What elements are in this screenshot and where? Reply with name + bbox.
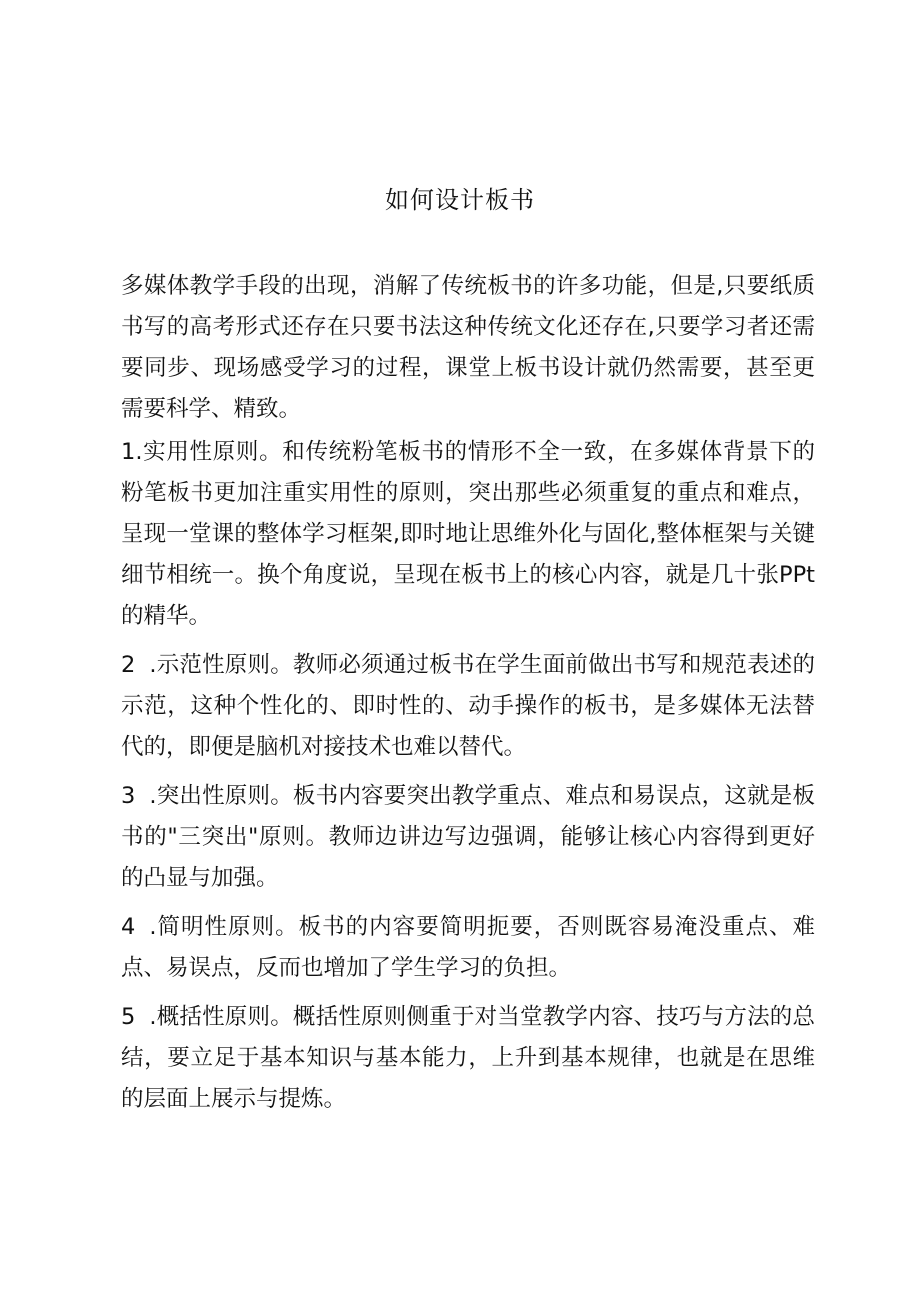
page-title: 如何设计板书 [385, 186, 535, 214]
principle-number: 2 [121, 652, 136, 678]
principle-number: 1. [121, 439, 143, 465]
principle-paragraph-2 [121, 645, 815, 768]
principle-paragraph-5 [121, 997, 815, 1120]
principle-number: 5 [121, 1004, 136, 1030]
principle-text: .简明性原则。板书的内容要简明扼要，否则既容易淹没重点、难点、易误点，反而也增加了学生学习的负担。 [121, 914, 815, 981]
principle-number: 3 [121, 783, 136, 809]
principle-paragraph-3 [121, 776, 815, 899]
intro-paragraph: 多媒体教学手段的出现，消解了传统板书的许多功能，但是,只要纸质书写的高考形式还存在只要书法这种传统文化还存在,只要学习者还需要同步、现场感受学习的过程，课堂上板书设计就仍然需要，甚至更需要科学、精致。 [121, 273, 815, 422]
document-body [121, 266, 815, 1128]
principle-text: .概括性原则。概括性原则侧重于对当堂教学内容、技巧与方法的总结，要立足于基本知识与基本能力，上升到基本规律，也就是在思维的层面上展示与提炼。 [121, 1004, 815, 1112]
principle-text: .示范性原则。教师必须通过板书在学生面前做出书写和规范表述的示范，这种个性化的、即时性的、动手操作的板书，是多媒体无法替代的，即便是脑机对接技术也难以替代。 [121, 652, 815, 760]
principle-number: 4 [121, 914, 136, 940]
principle-text: 实用性原则。和传统粉笔板书的情形不全一致，在多媒体背景下的粉笔板书更加注重实用性的原则，突出那些必须重复的重点和难点，呈现一堂课的整体学习框架,即时地让思维外化与固化,整体框架与关键细节相统一。换个角度说，呈现在板书上的核心内容，就是几十张PPt的精华。 [121, 439, 815, 629]
principle-paragraph-1 [121, 432, 815, 637]
principle-paragraph-4 [121, 907, 815, 989]
principle-text: .突出性原则。板书内容要突出教学重点、难点和易误点，这就是板书的"三突出"原则。教师边讲边写边强调，能够让核心内容得到更好的凸显与加强。 [121, 783, 815, 891]
